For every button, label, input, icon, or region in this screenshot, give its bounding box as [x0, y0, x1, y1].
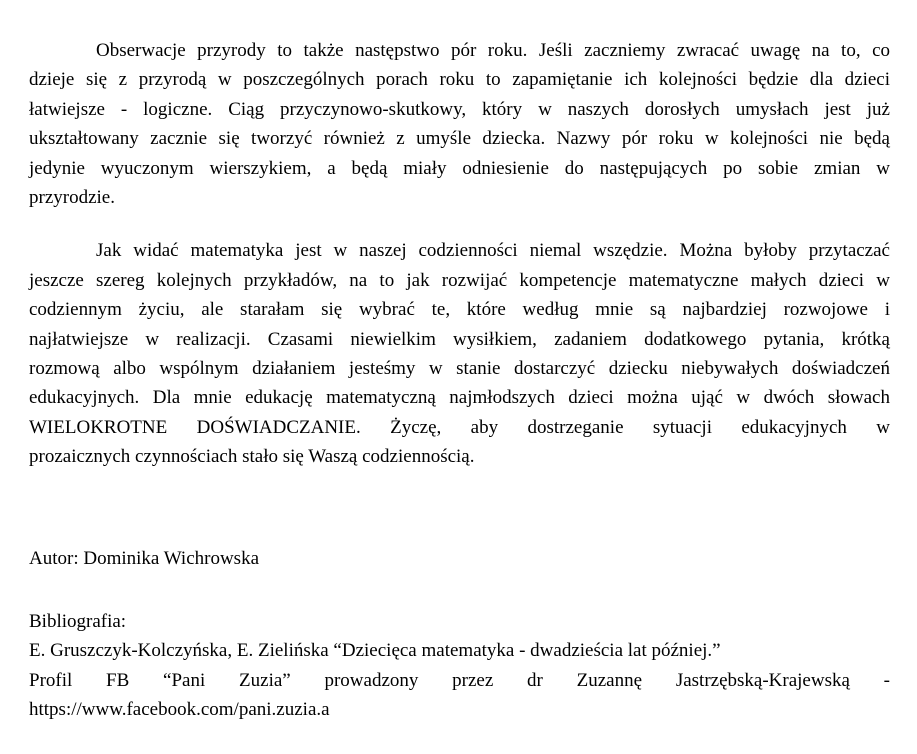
paragraph-2-line: jeszcze szereg kolejnych przykładów, na to jak rozwijać kompetencje matematyczne małych dzieci w: [29, 269, 890, 291]
paragraph-summary: [29, 236, 890, 471]
paragraph-2-line: codziennym życiu, ale starałam się wybrać te, które według mnie są najbardziej rozwojowe i: [29, 299, 890, 321]
bibliography-heading: Bibliografia:: [29, 610, 127, 632]
paragraph-2-line: WIELOKROTNE DOŚWIADCZANIE. Życzę, aby dostrzeganie sytuacji edukacyjnych w: [29, 416, 890, 438]
bibliography-section: [29, 607, 890, 725]
bibliography-entry-fb-profile: Profil FB “Pani Zuzia” prowadzony przez dr Zuzannę Jastrzębską-Krajewską -: [29, 669, 890, 691]
paragraph-1-line: jedynie wyuczonym wierszykiem, a będą miały odniesienie do następujących po sobie zmian w: [29, 157, 890, 179]
paragraph-2-line: Jak widać matematyka jest w naszej codzienności niemal wszędzie. Można byłoby przytaczać: [96, 240, 890, 262]
paragraph-2-line: rozmową albo wspólnym działaniem jesteśmy w stanie dostarczyć dziecku niebywałych doświadczeń: [29, 357, 890, 379]
paragraph-1-line: dzieje się z przyrodą w poszczególnych porach roku to zapamiętanie ich kolejności będzie dla dzieci: [29, 69, 890, 91]
paragraph-2-line: prozaicznych czynnościach stało się Waszą codziennością.: [29, 446, 475, 468]
paragraph-2-line: najłatwiejsze w realizacji. Czasami niewielkim wysiłkiem, zadaniem dodatkowego pytania, krótką: [29, 328, 890, 350]
paragraph-observations: [29, 36, 890, 212]
paragraph-1-line: ukształtowany zacznie się tworzyć również z umyśle dziecka. Nazwy pór roku w kolejności nie będą: [29, 128, 890, 150]
bibliography-entry-book: E. Gruszczyk-Kolczyńska, E. Zielińska “Dziecięca matematyka - dwadzieścia lat później.”: [29, 640, 721, 662]
document-body: [29, 36, 890, 724]
author-line: Autor: Dominika Wichrowska: [29, 548, 260, 570]
paragraph-1-line: przyrodzie.: [29, 186, 115, 208]
bibliography-entry-fb-url: https://www.facebook.com/pani.zuzia.a: [29, 699, 330, 721]
paragraph-1-line: łatwiejsze - logiczne. Ciąg przyczynowo-skutkowy, który w naszych dorosłych umysłach jest już: [29, 98, 890, 120]
paragraph-2-line: edukacyjnych. Dla mnie edukację matematyczną najmłodszych dzieci można ująć w dwóch słowach: [29, 387, 890, 409]
paragraph-1-line: Obserwacje przyrody to także następstwo pór roku. Jeśli zaczniemy zwracać uwagę na to, co: [96, 40, 890, 61]
